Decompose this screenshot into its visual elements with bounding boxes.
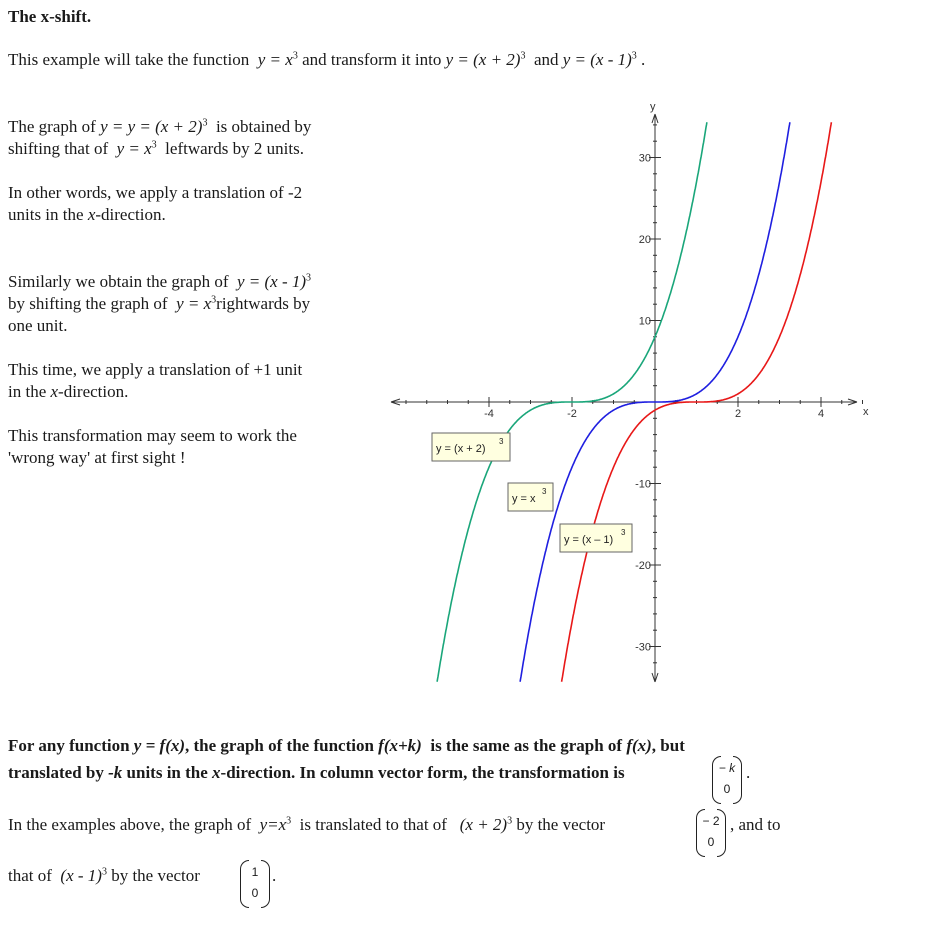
series-label: y = (x + 2) xyxy=(436,443,486,455)
x-tick-label: 2 xyxy=(734,408,742,420)
rule-line-1 xyxy=(8,735,685,757)
column-vector-minus-2 xyxy=(696,809,726,855)
paragraph-rightward-shift xyxy=(8,271,311,337)
p4-text-c: -direction. xyxy=(58,382,129,401)
ex2-formula-1: (x - 1) xyxy=(60,866,102,885)
p2-text-a: units in the xyxy=(8,205,84,224)
paragraph-translation-plus-1 xyxy=(8,359,302,403)
ex1-trailing xyxy=(730,814,781,836)
p1-text-b: is obtained by xyxy=(215,117,312,136)
p3-formula-2: y = x xyxy=(176,294,212,313)
ex1-text-b: is translated to that of xyxy=(299,815,447,834)
exp: 3 xyxy=(292,50,298,62)
series-label: y = x xyxy=(512,493,536,505)
exp: 3 xyxy=(520,50,526,62)
ex1-formula-1: y=x xyxy=(259,815,287,834)
p3-text-c: rightwards by xyxy=(216,294,311,313)
p1-text-d: leftwards by 2 units. xyxy=(165,139,304,158)
p2-x: x xyxy=(87,205,96,224)
y-tick-label: -20 xyxy=(635,560,651,572)
exp: 3 xyxy=(151,139,157,151)
rule-text-i: -direction. In column vector form, the transformation is xyxy=(220,763,625,782)
p3-text-d: one unit. xyxy=(8,316,68,335)
intro-formula-1: y = x xyxy=(257,50,293,69)
example-line-2 xyxy=(8,865,200,887)
paragraph-translation-minus-2 xyxy=(8,182,302,226)
intro-formula-2: y = (x + 2) xyxy=(445,50,521,69)
exp: 3 xyxy=(507,815,513,827)
p1-formula-1: y = y = (x + 2) xyxy=(100,117,203,136)
y-tick-label: 20 xyxy=(638,234,651,246)
y-tick-label: -10 xyxy=(635,478,651,491)
rule-text-c: is the same as the graph of xyxy=(430,736,623,755)
intro-formula-3: y = (x - 1) xyxy=(562,50,632,69)
p4-line-1: This time, we apply a translation of +1 unit xyxy=(8,360,303,379)
exp: 3 xyxy=(211,294,217,306)
intro-text-d: . xyxy=(641,50,646,69)
exp: 3 xyxy=(306,272,312,284)
period: . xyxy=(746,763,751,782)
y-tick-label: 30 xyxy=(638,152,651,165)
x-axis-label: x xyxy=(863,406,869,418)
ex1-formula-2: (x + 2) xyxy=(459,815,508,834)
vector-top: − k xyxy=(718,761,736,775)
intro-text-c: and xyxy=(533,50,559,69)
cubic-shift-graph xyxy=(385,100,875,690)
p4-x: x xyxy=(50,382,59,401)
rule-line-2 xyxy=(8,762,625,784)
p5-line-2: 'wrong way' at first sight ! xyxy=(8,448,186,467)
page-title xyxy=(8,6,91,28)
p3-formula-1: y = (x - 1) xyxy=(236,272,307,291)
intro-text-a: This example will take the function xyxy=(8,50,250,69)
vector-top: 1 xyxy=(251,865,259,879)
vector-bottom: 0 xyxy=(251,886,259,900)
column-vector-plus-1 xyxy=(240,860,270,906)
x-tick-label: -2 xyxy=(567,408,577,420)
rule-text-a: For any function xyxy=(8,736,130,755)
p1-formula-2: y = x xyxy=(116,139,152,158)
ex1-text-d: , and to xyxy=(730,815,781,834)
series-label: y = (x – 1) xyxy=(564,534,614,546)
rule-formula-3: f(x) xyxy=(626,736,652,755)
p3-text-a: Similarly we obtain the graph of xyxy=(8,272,229,291)
column-vector-minus-k xyxy=(712,756,742,802)
rule-text-d: , but xyxy=(651,736,685,755)
rule-formula-4: -k xyxy=(108,763,123,782)
paragraph-leftward-shift xyxy=(8,116,311,160)
x-tick-label: -4 xyxy=(484,408,494,420)
y-axis-label: y xyxy=(650,101,656,113)
paragraph-wrong-way xyxy=(8,425,297,469)
intro-text-b: and transform it into xyxy=(302,50,442,69)
p4-text-a: in the xyxy=(8,382,47,401)
ex1-text-c: by the vector xyxy=(516,815,606,834)
rule-formula-1: y = f(x) xyxy=(133,736,186,755)
ex2-text-a: that of xyxy=(8,866,52,885)
p2-text-c: -direction. xyxy=(95,205,166,224)
intro-line xyxy=(8,49,645,71)
series-label-exponent: 3 xyxy=(542,487,547,496)
vector-bottom: 0 xyxy=(723,782,731,796)
exp: 3 xyxy=(101,866,107,878)
p2-line-1: In other words, we apply a translation of -2 xyxy=(8,183,303,202)
y-tick-label: 10 xyxy=(638,315,651,328)
series-label-exponent: 3 xyxy=(621,528,626,537)
example-line-1 xyxy=(8,814,605,836)
rule-text-e: translated by xyxy=(8,763,104,782)
exp: 3 xyxy=(631,50,637,62)
p1-text-c: shifting that of xyxy=(8,139,109,158)
rule-x: x xyxy=(212,763,221,782)
series-label-exponent: 3 xyxy=(499,437,504,446)
rule-text-b: , the graph of the function xyxy=(185,736,374,755)
exp: 3 xyxy=(286,815,292,827)
p5-line-1: This transformation may seem to work the xyxy=(8,426,297,445)
title-text: The x-shift. xyxy=(8,7,92,26)
ex1-text-a: In the examples above, the graph of xyxy=(8,815,252,834)
vector-bottom: 0 xyxy=(707,835,715,849)
rule-text-g: units in the xyxy=(126,763,208,782)
ex2-text-b: by the vector xyxy=(111,866,200,885)
ex2-text-c: . xyxy=(272,866,277,885)
p1-text-a: The graph of xyxy=(8,117,96,136)
exp: 3 xyxy=(202,117,208,129)
x-tick-label: 4 xyxy=(817,408,825,420)
vector-top: − 2 xyxy=(702,814,720,828)
y-tick-label: -30 xyxy=(635,641,651,654)
p3-text-b: by shifting the graph of xyxy=(8,294,168,313)
rule-formula-2: f(x+k) xyxy=(378,736,422,755)
